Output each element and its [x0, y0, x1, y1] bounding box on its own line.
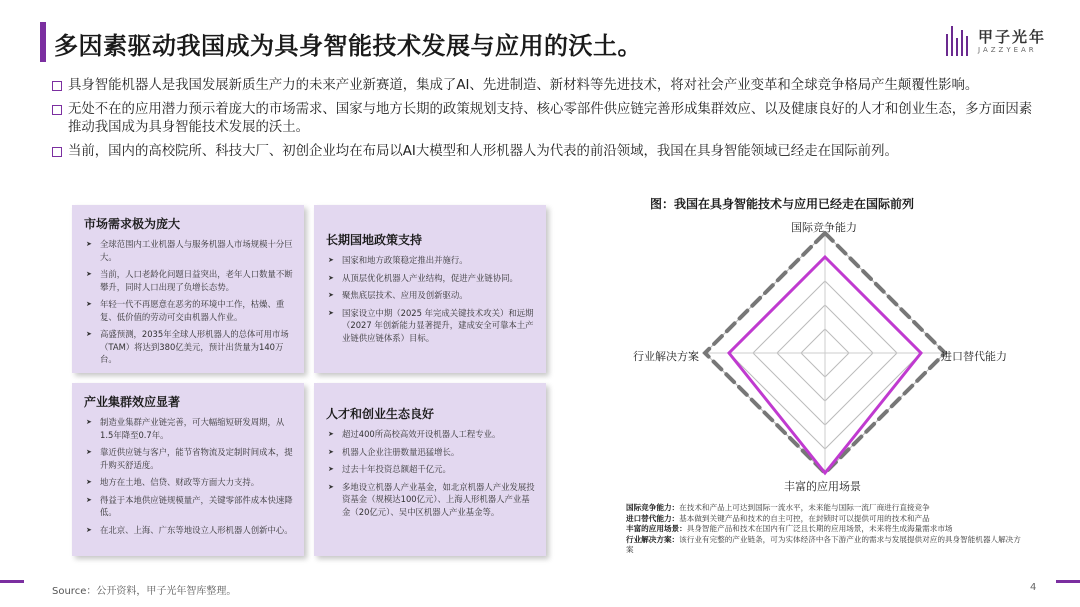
- list-item: ➤ 国家设立中期（2025 年完成关键技术攻关）和远期（2027 年创新能力显著提升，建成安全可靠本土产业链供应链体系）目标。: [328, 307, 534, 343]
- legend-item: 国际竞争能力：在技术和产品上可达到国际一流水平，未来能与国际一流厂商进行直接竞争: [626, 503, 930, 512]
- list-item: ➤ 当前，人口老龄化问题日益突出，老年人口数量不断攀升，同时人口出现了负增长态势。: [86, 269, 293, 292]
- arrow-icon: ➤: [86, 418, 92, 426]
- key-points: [52, 77, 1042, 167]
- footer-accent-right: [1056, 580, 1080, 583]
- list-item: ➤ 超过400所高校高效开设机器人工程专业。: [328, 429, 501, 439]
- arrow-icon: ➤: [328, 430, 334, 438]
- logo-subtitle: JAZZYEAR: [978, 46, 1037, 54]
- arrow-icon: ➤: [328, 308, 334, 317]
- page-number: 4: [1030, 582, 1037, 593]
- list-item: ➤ 国家和地方政策稳定推出并施行。: [328, 255, 468, 265]
- logo-name: 甲子光年: [978, 28, 1047, 46]
- page-title: 多因素驱动我国成为具身智能技术发展与应用的沃土。: [54, 32, 642, 60]
- arrow-icon: ➤: [328, 273, 334, 282]
- axis-label-left: 行业解决方案: [633, 350, 699, 363]
- arrow-icon: ➤: [328, 465, 334, 473]
- title-accent-bar: [40, 22, 46, 62]
- arrow-icon: ➤: [86, 270, 92, 278]
- list-item: ➤ 靠近供应链与客户，能节省物流及定制时间成本，提升购买舒适度。: [86, 447, 293, 470]
- legend-item: 进口替代能力：基本做到关键产品和技术的自主可控，在封锁时可以提供可用的技术和产品: [626, 513, 930, 523]
- legend-item: 行业解决方案：该行业有完整的产业链条，可为实体经济中各下游产业的需求与发展提供对应的具身智能机器人解决方案: [626, 534, 1021, 555]
- figure-legend: [626, 503, 1026, 556]
- policy-support-card: [314, 205, 546, 373]
- arrow-icon: ➤: [328, 256, 334, 264]
- source-note: Source：公开资料，甲子光年智库整理。: [52, 586, 237, 597]
- axis-label-right: 进口替代能力: [941, 350, 1007, 363]
- industry-cluster-card: [72, 383, 304, 556]
- key-point-text: 具身智能机器人是我国发展新质生产力的未来产业新赛道，集成了AI、先进制造、新材料等先进技术，将对社会产业变革和全球竞争格局产生颠覆性影响。: [68, 78, 979, 93]
- arrow-icon: ➤: [86, 478, 92, 486]
- card-title: 产业集群效应显著: [84, 395, 181, 409]
- key-point: [52, 143, 1042, 161]
- list-item: ➤ 从顶层优化机器人产业结构，促进产业链协同。: [328, 272, 518, 283]
- arrow-icon: ➤: [86, 495, 92, 504]
- bullet-square-icon: [52, 147, 62, 157]
- arrow-icon: ➤: [328, 482, 334, 491]
- arrow-icon: ➤: [86, 300, 92, 308]
- axis-label-top: 国际竞争能力: [791, 221, 857, 234]
- footer-accent-left: [0, 580, 24, 583]
- key-point: [52, 77, 1042, 95]
- card-title: 人才和创业生态良好: [326, 407, 435, 421]
- card-title: 长期国地政策支持: [326, 233, 423, 247]
- radar-chart-area: [615, 215, 1035, 500]
- list-item: ➤ 制造业集群产业链完善，可大幅缩短研发周期，从1.5年降至0.7年。: [86, 417, 285, 440]
- logo-mark-icon: [944, 24, 972, 64]
- brand-logo: [944, 24, 1054, 68]
- list-item: ➤ 聚焦底层技术、应用及创新驱动。: [328, 290, 468, 300]
- list-item: ➤ 机器人企业注册数量迅猛增长。: [328, 446, 460, 457]
- figure-title: 图：我国在具身智能技术与应用已经走在国际前列: [650, 197, 915, 211]
- market-demand-card: [72, 205, 304, 373]
- list-item: ➤ 过去十年投资总额超千亿元。: [328, 464, 451, 474]
- talent-ecosystem-card: [314, 383, 546, 556]
- card-title: 市场需求极为庞大: [84, 217, 181, 231]
- arrow-icon: ➤: [86, 525, 92, 534]
- legend-item: 丰富的应用场景：具身智能产品和技术在国内有广泛且长期的应用场景，未来将生成海量需求市场: [626, 524, 953, 534]
- key-point: [52, 101, 1042, 137]
- list-item: ➤ 得益于本地供应链规模量产，关键零部件成本快速降低。: [86, 494, 293, 517]
- key-point-text: 无处不在的应用潜力预示着庞大的市场需求、国家与地方长期的政策规划支持、核心零部件供应链完善形成集群效应、以及健康良好的人才和创业生态，多方面因素推动我国成为具身智能技术发展的沃土。: [68, 102, 1033, 135]
- arrow-icon: ➤: [328, 291, 334, 299]
- list-item: ➤ 在北京、上海、广东等地设立人形机器人创新中心。: [86, 524, 293, 535]
- arrow-icon: ➤: [86, 240, 92, 248]
- list-item: ➤ 全球范围内工业机器人与服务机器人市场规模十分巨大。: [86, 239, 293, 262]
- list-item: ➤ 多地设立机器人产业基金，如北京机器人产业发展投资基金（规模达100亿元）、上海人形机器人产业基金（20亿元）、吴中区机器人产业基金等。: [328, 481, 535, 517]
- arrow-icon: ➤: [86, 330, 92, 338]
- key-point-text: 当前，国内的高校院所、科技大厂、初创企业均在布局以AI大模型和人形机器人为代表的前沿领域，我国在具身智能领域已经走在国际前列。: [68, 144, 898, 159]
- bullet-square-icon: [52, 105, 62, 115]
- arrow-icon: ➤: [328, 447, 334, 456]
- axis-label-bottom: 丰富的应用场景: [784, 480, 861, 493]
- bullet-square-icon: [52, 81, 62, 91]
- arrow-icon: ➤: [86, 448, 92, 456]
- list-item: ➤ 地方在土地、信贷、财政等方面大力支持。: [86, 477, 260, 487]
- list-item: ➤ 高盛预测，2035年全球人形机器人的总体可用市场（TAM）将达到380亿美元，预计出货量为140万台。: [86, 329, 289, 364]
- list-item: ➤ 年轻一代不再愿意在恶劣的环境中工作，枯燥、重复、低价值的劳动可交由机器人作业。: [86, 299, 285, 322]
